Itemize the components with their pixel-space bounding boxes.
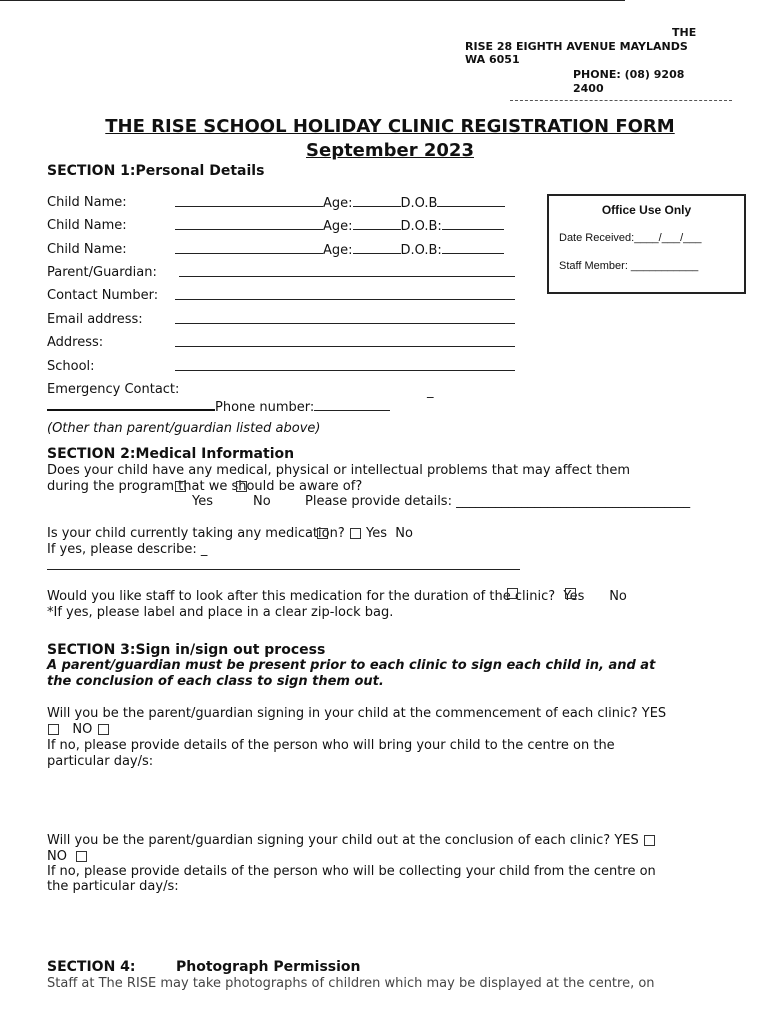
emergency-contact-field[interactable] xyxy=(47,398,215,411)
sign-out-question xyxy=(47,833,656,848)
form-subtitle: September 2023 xyxy=(306,140,474,161)
sign-in-question: Will you be the parent/guardian signing in your child at the commencement of each clinic? YES xyxy=(47,706,667,721)
sign-in-no-checkbox[interactable] xyxy=(98,724,109,735)
child-row-2 xyxy=(175,218,504,234)
medication-yes-label: Yes xyxy=(366,526,388,541)
section1-heading: SECTION 1:Personal Details xyxy=(47,163,265,179)
dob-label-3: D.O.B: xyxy=(400,243,442,258)
section3-heading: SECTION 3:Sign in/sign out process xyxy=(47,642,326,658)
sign-in-no-label: NO xyxy=(72,722,93,737)
medical-no-label: No xyxy=(253,494,271,509)
zip-lock-note: *If yes, please label and place in a clear zip-lock bag. xyxy=(47,605,394,620)
dob-label-1: D.O.B xyxy=(400,196,438,211)
header-address-line1: RISE 28 EIGHTH AVENUE MAYLANDS xyxy=(465,40,688,53)
section3-instruction-line2: the conclusion of each class to sign them out. xyxy=(47,674,384,689)
parent-guardian-label: Parent/Guardian: xyxy=(47,265,157,280)
sign-out-no-checkbox[interactable] xyxy=(76,851,87,862)
office-use-box xyxy=(547,194,746,294)
sign-out-details-line1: If no, please provide details of the person who will be collecting your child from the centre on xyxy=(47,864,656,879)
school-label: School: xyxy=(47,359,95,374)
sign-out-question-text: Will you be the parent/guardian signing your child out at the conclusion of each clinic? YES xyxy=(47,833,639,848)
emergency-stray-dash: _ xyxy=(427,384,434,399)
child-name-field-1[interactable] xyxy=(175,195,323,207)
medication-staff-text: Would you like staff to look after this medication for the duration of the clinic? xyxy=(47,589,556,604)
age-label-3: Age: xyxy=(323,243,353,258)
medical-question-line2: during the program that we should be aware of? xyxy=(47,479,363,494)
office-use-title: Office Use Only xyxy=(601,203,692,217)
child-name-field-3[interactable] xyxy=(175,242,323,254)
section4-heading-title: Photograph Permission xyxy=(176,959,361,975)
sign-in-yes-checkbox[interactable] xyxy=(48,724,59,735)
dob-field-2[interactable] xyxy=(442,218,504,230)
email-label: Email address: xyxy=(47,312,143,327)
medication-staff-no: No xyxy=(609,589,627,604)
sign-in-options xyxy=(47,722,110,737)
date-received[interactable]: Date Received:____/___/___ xyxy=(559,232,702,244)
top-rule xyxy=(0,0,625,1)
emergency-note: (Other than parent/guardian listed above) xyxy=(47,421,321,436)
medication-question xyxy=(47,526,413,541)
age-field-3[interactable] xyxy=(353,242,401,254)
child-row-3 xyxy=(175,242,504,258)
school-field[interactable] xyxy=(175,359,515,371)
age-field-2[interactable] xyxy=(353,218,401,230)
contact-number-label: Contact Number: xyxy=(47,288,159,303)
age-label-2: Age: xyxy=(323,219,353,234)
sign-in-details-line2: particular day/s: xyxy=(47,754,154,769)
medication-staff-question xyxy=(47,589,627,604)
header-phone-line2: 2400 xyxy=(573,82,604,95)
photo-permission-text: Staff at The RISE may take photographs of children which may be displayed at the centre, on xyxy=(47,976,655,991)
emergency-row xyxy=(47,398,390,415)
child-name-label-1: Child Name: xyxy=(47,195,127,210)
medication-describe: If yes, please describe: _ xyxy=(47,542,208,557)
dob-field-1[interactable] xyxy=(437,195,505,207)
medical-no-checkbox[interactable] xyxy=(236,481,247,492)
phone-number-label: Phone number: xyxy=(215,400,315,415)
emergency-contact-label: Emergency Contact: xyxy=(47,382,180,397)
dob-field-3[interactable] xyxy=(442,242,504,254)
address-field[interactable] xyxy=(175,335,515,347)
medical-yes-label: Yes xyxy=(192,494,213,509)
header-address-line2: WA 6051 xyxy=(465,53,520,66)
contact-number-field[interactable] xyxy=(175,288,515,300)
child-name-field-2[interactable] xyxy=(175,218,323,230)
parent-guardian-field[interactable] xyxy=(179,265,515,277)
age-label-1: Age: xyxy=(323,196,353,211)
section3-instruction-line1: A parent/guardian must be present prior to each clinic to sign each child in, and at xyxy=(47,658,656,673)
dob-label-2: D.O.B: xyxy=(400,219,442,234)
medication-staff-yes-checkbox[interactable] xyxy=(507,588,518,599)
section4-heading-number: SECTION 4: xyxy=(47,959,136,975)
medication-staff-no-checkbox[interactable] xyxy=(565,588,576,599)
header-phone-line1: PHONE: (08) 9208 xyxy=(573,68,685,81)
form-title: THE RISE SCHOOL HOLIDAY CLINIC REGISTRATION FORM xyxy=(105,116,675,137)
medication-staff-yes: Yes xyxy=(563,589,585,604)
medication-checkbox-2[interactable] xyxy=(317,528,328,539)
header-the: THE xyxy=(672,26,697,39)
staff-member[interactable]: Staff Member: ___________ xyxy=(559,260,699,272)
sign-out-yes-checkbox[interactable] xyxy=(644,835,655,846)
medication-describe-field[interactable] xyxy=(47,558,520,570)
child-name-label-3: Child Name: xyxy=(47,242,127,257)
sign-out-no-label: NO xyxy=(47,849,67,864)
medication-no-label: No xyxy=(395,526,413,541)
sign-out-options xyxy=(47,849,88,864)
header-dashed-rule xyxy=(510,100,732,101)
address-label: Address: xyxy=(47,335,104,350)
medical-yes-checkbox[interactable] xyxy=(175,481,186,492)
medication-yes-checkbox[interactable] xyxy=(350,528,361,539)
medication-question-text: Is your child currently taking any medication? xyxy=(47,526,345,541)
sign-in-details-line1: If no, please provide details of the person who will bring your child to the centre on the xyxy=(47,738,615,753)
section2-heading: SECTION 2:Medical Information xyxy=(47,446,295,462)
emergency-phone-field[interactable] xyxy=(314,399,390,411)
sign-out-details-line2: the particular day/s: xyxy=(47,879,179,894)
child-name-label-2: Child Name: xyxy=(47,218,127,233)
email-field[interactable] xyxy=(175,312,515,324)
medical-question-line1: Does your child have any medical, physical or intellectual problems that may affect them xyxy=(47,463,631,478)
medical-details-prompt[interactable]: Please provide details: ____________________________________ xyxy=(305,494,691,509)
child-row-1 xyxy=(175,195,505,211)
age-field-1[interactable] xyxy=(353,195,401,207)
